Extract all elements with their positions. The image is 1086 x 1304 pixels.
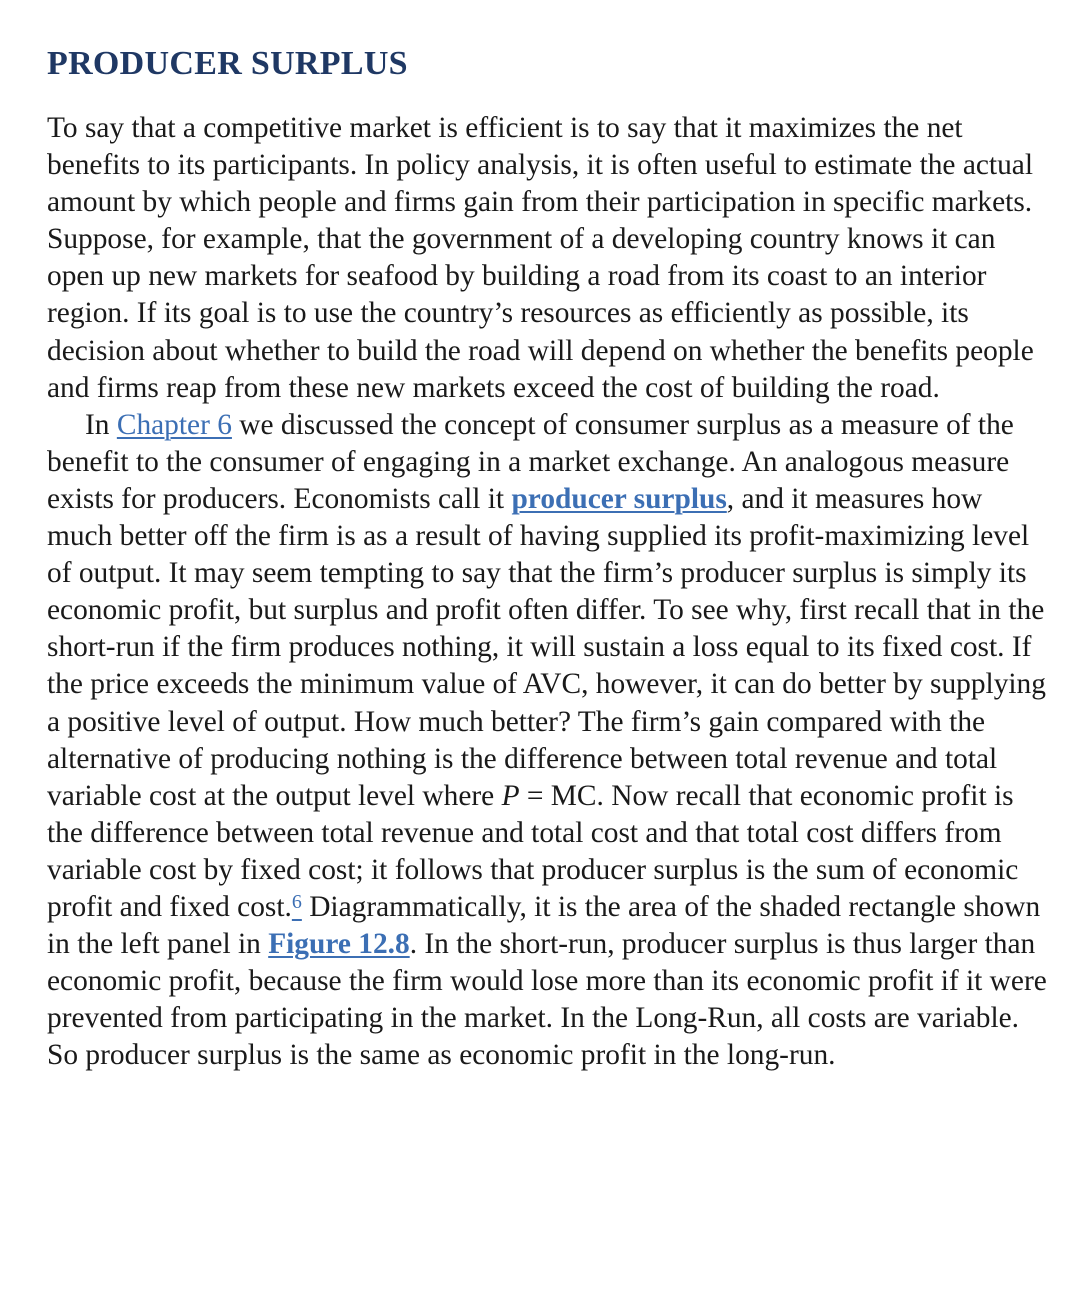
chapter-6-link[interactable]: Chapter 6 xyxy=(116,408,232,441)
paragraph-text: = MC. Now recall that economic profit is the difference between total revenue and total cost and that total cost differs from variable cost by fixed cost; it follows that producer surplus is the sum of economic profit and fixed cost. xyxy=(47,779,1019,923)
figure-12-8-link[interactable]: Figure 12.8 xyxy=(268,928,410,961)
footnote-marker: 6 xyxy=(291,890,302,913)
paragraph-text: , and it measures how much better off the firm is as a result of having supplied its profit-maximizing level of output. It may seem tempting to say that the firm’s producer surplus is simply its economic profit, but surplus and profit often differ. To see why, first recall that in the short-run if the firm produces nothing, it will sustain a loss equal to its fixed cost. If the price exceeds the minimum value of AVC, however, it can do better by supplying a positive level of output. How much better? The firm’s gain compared with the alternative of producing nothing is the difference between total revenue and total variable cost at the output level where xyxy=(47,482,1046,812)
footnote-6-link[interactable] xyxy=(292,891,302,923)
paragraph-text: In xyxy=(85,408,117,441)
producer-surplus-term-link[interactable]: producer surplus xyxy=(511,482,727,515)
paragraph-text: we discussed the concept of consumer surplus as a measure of the benefit to the consumer of engaging in a market exchange. An analogous measure exists for producers. Economists call it xyxy=(47,408,1014,515)
paragraph-text: . In the short-run, producer surplus is thus larger than economic profit, because the firm would lose more than its economic profit if it were prevented from participating in the market. In the Long-Run, all costs are variable. So producer surplus is the same as economic profit in the long-run. xyxy=(47,928,1047,1072)
paragraph-intro: To say that a competitive market is efficient is to say that it maximizes the net benefits to its participants. In policy analysis, it is often useful to estimate the actual amount by which people and firms gain from their participation in specific markets. Suppose, for example, that the government of a developing country knows it can open up new markets for seafood by building a road from its coast to an interior region. If its goal is to use the country’s resources as efficiently as possible, its decision about whether to build the road will depend on whether the benefits people and firms reap from these new markets exceed the cost of building the road. xyxy=(47,112,1034,404)
paragraph-producer-surplus xyxy=(47,407,1047,1075)
price-variable: P xyxy=(501,779,520,812)
section-heading: PRODUCER SURPLUS xyxy=(47,45,408,82)
paragraph-text: Diagrammatically, it is the area of the shaded rectangle shown in the left panel in xyxy=(47,890,1041,961)
document-page xyxy=(47,40,1047,1074)
